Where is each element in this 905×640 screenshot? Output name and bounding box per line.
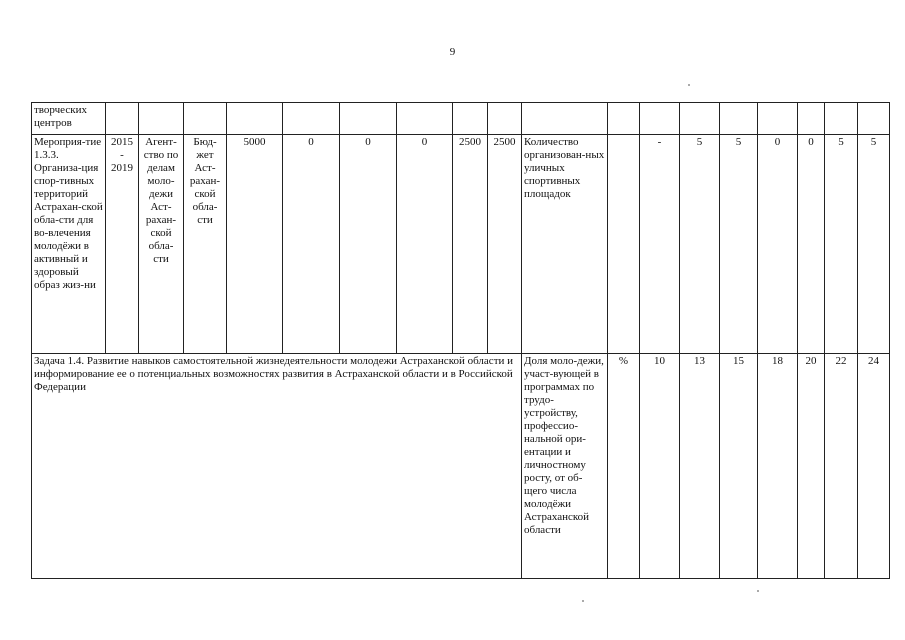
funding-total: 5000 bbox=[227, 135, 283, 354]
empty-cell bbox=[608, 103, 640, 135]
empty-cell bbox=[522, 103, 608, 135]
funding-2015: 0 bbox=[283, 135, 340, 354]
indicator-value-base: - bbox=[640, 135, 680, 354]
empty-cell bbox=[283, 103, 340, 135]
measure-unit bbox=[608, 135, 640, 354]
indicator-value-2016: 5 bbox=[720, 135, 758, 354]
indicator-value-2019: 5 bbox=[825, 135, 858, 354]
empty-cell bbox=[340, 103, 397, 135]
measure-funding-source: Бюд-жет Аст-рахан-ской обла-сти bbox=[184, 135, 227, 354]
scan-speck bbox=[582, 600, 584, 602]
empty-cell bbox=[184, 103, 227, 135]
empty-cell bbox=[798, 103, 825, 135]
funding-2017: 0 bbox=[397, 135, 453, 354]
task-text: Задача 1.4. Развитие навыков самостоятельной жизнедеятельности молодежи Астраханской области и информирование ее о потенциальных возможностях развития в Астраханской области и в Российской Федерации bbox=[32, 354, 522, 579]
funding-2016: 0 bbox=[340, 135, 397, 354]
task-row bbox=[32, 354, 890, 579]
empty-cell bbox=[680, 103, 720, 135]
scan-speck bbox=[757, 590, 759, 592]
task-value-2018: 20 bbox=[798, 354, 825, 579]
task-value-2019: 22 bbox=[825, 354, 858, 579]
task-unit: % bbox=[608, 354, 640, 579]
task-value-base: 10 bbox=[640, 354, 680, 579]
program-table bbox=[31, 102, 890, 579]
indicator-value-total: 5 bbox=[858, 135, 890, 354]
measure-period: 2015 - 2019 bbox=[106, 135, 139, 354]
continuation-row bbox=[32, 103, 890, 135]
empty-cell bbox=[488, 103, 522, 135]
page-number: 9 bbox=[449, 46, 456, 58]
empty-cell bbox=[858, 103, 890, 135]
empty-cell bbox=[720, 103, 758, 135]
empty-cell bbox=[640, 103, 680, 135]
funding-2018: 2500 bbox=[453, 135, 488, 354]
measure-indicator: Количество организован-ных уличных спортивных площадок bbox=[522, 135, 608, 354]
continuation-text: творческих центров bbox=[32, 103, 106, 135]
empty-cell bbox=[758, 103, 798, 135]
task-value-total: 24 bbox=[858, 354, 890, 579]
empty-cell bbox=[397, 103, 453, 135]
measure-row bbox=[32, 135, 890, 354]
funding-2019: 2500 bbox=[488, 135, 522, 354]
indicator-value-2018: 0 bbox=[798, 135, 825, 354]
scan-speck bbox=[688, 84, 690, 86]
task-value-2017: 18 bbox=[758, 354, 798, 579]
empty-cell bbox=[825, 103, 858, 135]
empty-cell bbox=[139, 103, 184, 135]
measure-executor: Агент-ство по делам моло-дежи Аст-рахан-ской обла-сти bbox=[139, 135, 184, 354]
measure-name: Мероприя-тие 1.3.3. Организа-ция спор-тивных территорий Астрахан-ской обла-сти для во-влечения молодёжи в активный и здоровый образ жиз-ни bbox=[32, 135, 106, 354]
task-indicator: Доля моло-дежи, участ-вующей в программах по трудо-устройству, профессио-нальной ори-ентации и личностному росту, от об-щего числа молодёжи Астраханской области bbox=[522, 354, 608, 579]
empty-cell bbox=[106, 103, 139, 135]
task-value-2016: 15 bbox=[720, 354, 758, 579]
task-value-2015: 13 bbox=[680, 354, 720, 579]
indicator-value-2015: 5 bbox=[680, 135, 720, 354]
indicator-value-2017: 0 bbox=[758, 135, 798, 354]
empty-cell bbox=[453, 103, 488, 135]
empty-cell bbox=[227, 103, 283, 135]
